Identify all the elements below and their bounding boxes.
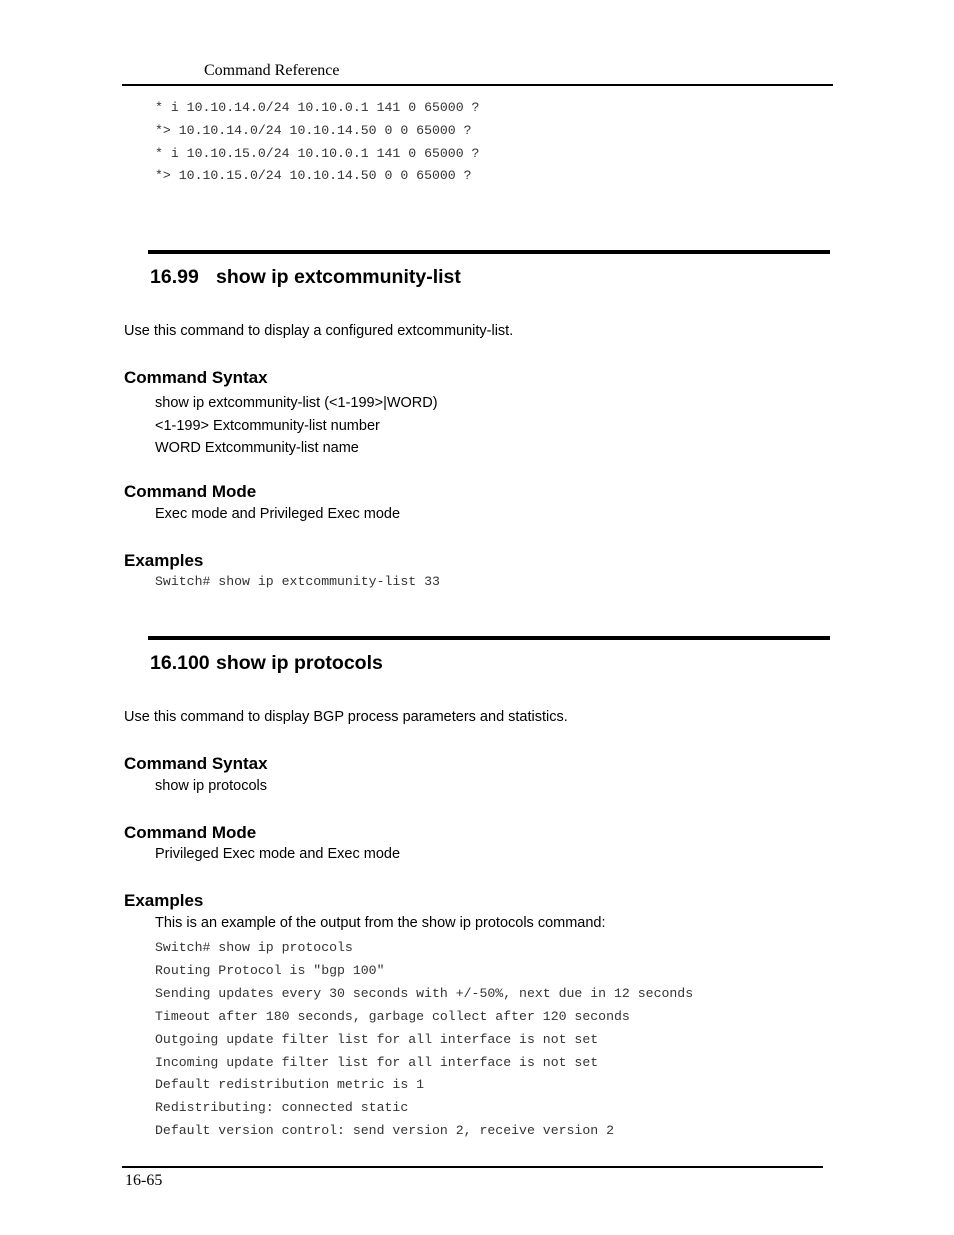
- syntax-line: show ip protocols: [155, 778, 268, 794]
- section-rule: [148, 636, 830, 640]
- syntax-block: [155, 392, 438, 460]
- section-rule: [148, 250, 830, 254]
- examples-heading: Examples: [124, 551, 204, 570]
- mode-heading: Command Mode: [124, 482, 257, 501]
- output-line: *> 10.10.14.0/24 10.10.14.50 0 0 65000 ?: [155, 122, 472, 138]
- output-line: Redistributing: connected static: [155, 1100, 409, 1116]
- page-number: 16-65: [125, 1172, 163, 1189]
- output-line: Outgoing update filter list for all interface is not set: [155, 1031, 599, 1047]
- output-line: *> 10.10.15.0/24 10.10.14.50 0 0 65000 ?: [155, 168, 472, 184]
- output-block-top: [155, 97, 479, 188]
- syntax-heading: Command Syntax: [124, 368, 268, 387]
- mode-heading: Command Mode: [124, 823, 257, 842]
- output-line: * i 10.10.15.0/24 10.10.0.1 141 0 65000 ?: [155, 145, 480, 161]
- section-number: 16.99: [150, 266, 199, 288]
- mode-text: Privileged Exec mode and Exec mode: [155, 846, 401, 862]
- section-heading: [150, 266, 461, 289]
- example-output-block: [155, 937, 693, 1143]
- examples-heading: Examples: [124, 891, 204, 910]
- syntax-line: <1-199> Extcommunity-list number: [155, 417, 380, 434]
- syntax-line: WORD Extcommunity-list name: [155, 440, 359, 456]
- header-rule: [122, 84, 833, 86]
- section-description: Use this command to display BGP process parameters and statistics.: [124, 709, 568, 725]
- footer-rule: [122, 1166, 823, 1168]
- section-number: 16.100: [150, 652, 210, 674]
- running-header: Command Reference: [204, 62, 340, 79]
- output-line: Timeout after 180 seconds, garbage collect after 120 seconds: [155, 1008, 630, 1024]
- section-title: show ip extcommunity-list: [216, 266, 461, 288]
- section-heading: [150, 652, 383, 675]
- section-description: Use this command to display a configured extcommunity-list.: [124, 323, 514, 339]
- output-line: * i 10.10.14.0/24 10.10.0.1 141 0 65000 ?: [155, 100, 480, 115]
- example-code: Switch# show ip extcommunity-list 33: [155, 574, 440, 589]
- output-line: Incoming update filter list for all interface is not set: [155, 1054, 599, 1070]
- syntax-heading: Command Syntax: [124, 754, 268, 773]
- syntax-line: show ip extcommunity-list (<1-199>|WORD): [155, 395, 438, 411]
- output-line: Default redistribution metric is 1: [155, 1077, 425, 1093]
- example-intro: This is an example of the output from the show ip protocols command:: [155, 915, 606, 931]
- output-line: Routing Protocol is "bgp 100": [155, 962, 385, 978]
- output-line: Sending updates every 30 seconds with +/-50%, next due in 12 seconds: [155, 985, 694, 1001]
- output-line: Switch# show ip protocols: [155, 940, 353, 955]
- section-title: show ip protocols: [216, 652, 383, 674]
- output-line: Default version control: send version 2, receive version 2: [155, 1123, 614, 1139]
- mode-text: Exec mode and Privileged Exec mode: [155, 506, 401, 522]
